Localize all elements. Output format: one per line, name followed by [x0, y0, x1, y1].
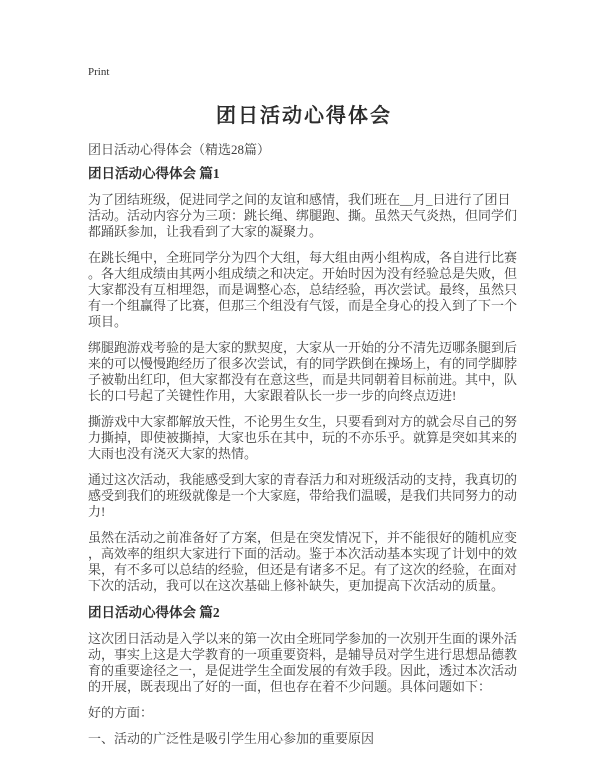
section-heading-part1: 团日活动心得体会 篇1	[88, 166, 220, 181]
paragraph: 好的方面：	[88, 705, 154, 720]
paragraph: 虽然在活动之前准备好了方案，但是在突发情况下，并不能很好的随机应变，高效率的组织大家进行下面的活动。鉴于本次活动基本实现了计划中的效果，有不多可以总结的经验，但还是有诸多不足。有了这次的经验，在面对下次的活动，我可以在这次基础上修补缺失，更加提高下次活动的质量。	[88, 530, 518, 593]
paragraph: 绑腿跑游戏考验的是大家的默契度，大家从一开始的分不清先迈哪条腿到后来的可以慢慢跑经历了很多次尝试，有的同学跌倒在操场上，有的同学脚脖子被勒出红印，但大家都没有在意这些，而是共同朝着目标前进。其中，队长的口号起了关键性作用，大家跟着队长一步一步的向终点迈进!	[88, 340, 518, 403]
paragraph: 通过这次活动，我能感受到大家的青春活力和对班级活动的支持，我真切的感受到我们的班级就像是一个大家庭，带给我们温暖，是我们共同努力的动力!	[88, 472, 518, 519]
collection-subtitle: 团日活动心得体会（精选28篇）	[88, 142, 271, 157]
paragraph: 撕游戏中大家都解放天性，不论男生女生，只要看到对方的就会尽自己的努力撕掉，即使被撕掉，大家也乐在其中，玩的不亦乐乎。就算是突如其来的大雨也没有浇灭大家的热情。	[88, 414, 518, 461]
paragraph: 这次团日活动是入学以来的第一次由全班同学参加的一次别开生面的课外活动，事实上这是大学教育的一项重要资料，是辅导员对学生进行思想品德教育的重要途径之一，是促进学生全面发展的有效手段。因此，透过本次活动的开展，既表现出了好的一面，但也存在着不少问题。具体问题如下：	[88, 631, 518, 694]
page-title: 团日活动心得体会	[216, 105, 392, 127]
paragraph: 为了团结班级，促进同学之间的友谊和感情，我们班在__月_日进行了团日活动。活动内容分为三项：跳长绳、绑腿跑、撕。虽然天气炎热，但同学们都踊跃参加，让我看到了大家的凝聚力。	[88, 192, 518, 239]
paragraph: 一、活动的广泛性是吸引学生用心参加的重要原因	[88, 731, 375, 746]
paragraph: 在跳长绳中，全班同学分为四个大组，每大组由两小组构成，各自进行比赛。各大组成绩由其两小组成绩之和决定。开始时因为没有经验总是失败，但大家都没有互相埋怨，而是调整心态，总结经验，再次尝试。最终，虽然只有一个组赢得了比赛，但那三个组没有气馁，而是全身心的投入到了下一个项目。	[88, 250, 518, 329]
section-heading-part2: 团日活动心得体会 篇2	[88, 605, 220, 620]
print-link[interactable]: Print	[88, 66, 110, 78]
